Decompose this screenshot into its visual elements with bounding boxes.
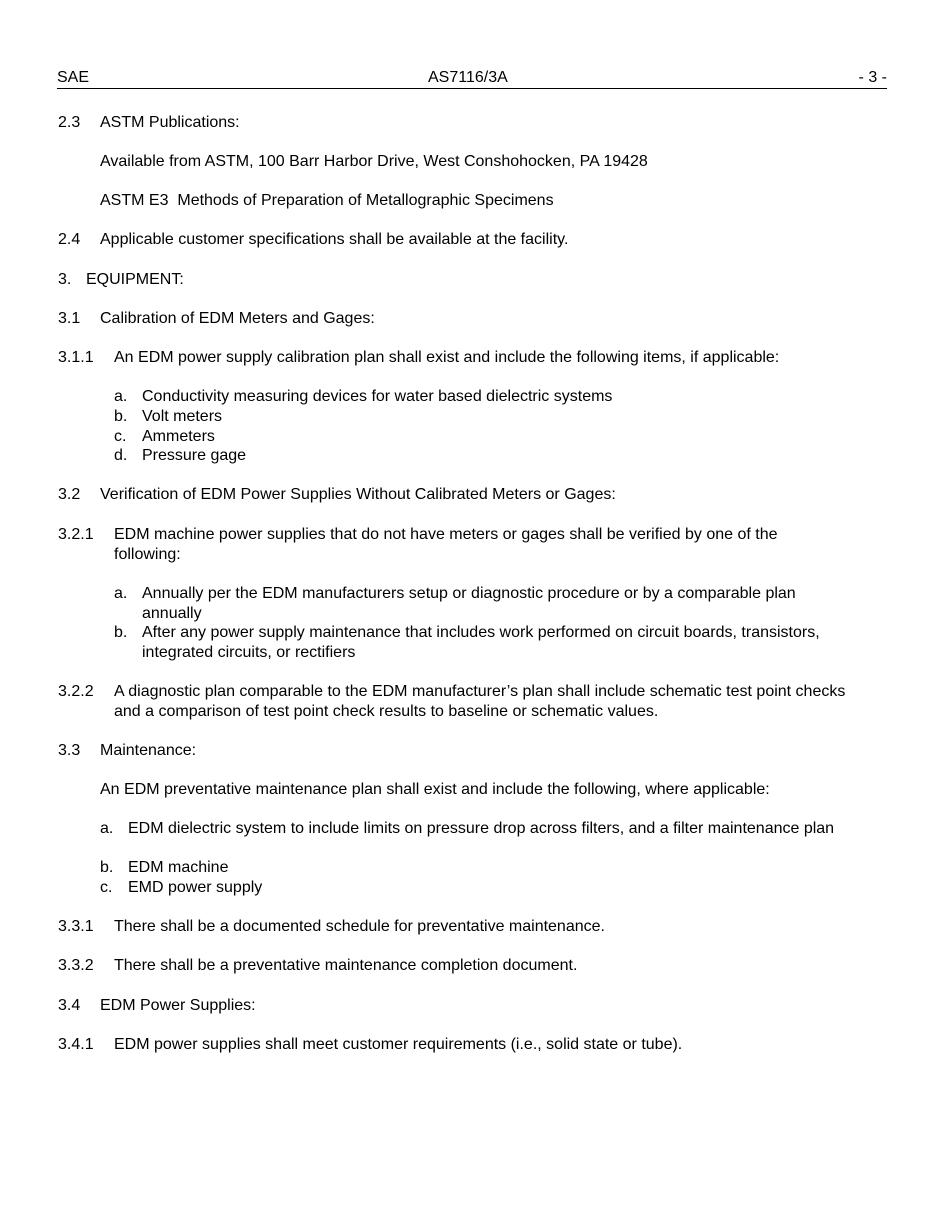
section-3-3-heading xyxy=(58,741,196,761)
section-number: 3.1.1 xyxy=(58,349,94,366)
section-title: ASTM Publications: xyxy=(100,114,240,131)
section-3-1-1 xyxy=(58,348,779,368)
maintenance-intro: An EDM preventative maintenance plan shall exist and include the following, where applicable: xyxy=(100,781,770,798)
page-header xyxy=(57,68,887,89)
astm-reference xyxy=(100,191,554,211)
section-3-2-2-text: A diagnostic plan comparable to the EDM manufacturer’s plan shall include schematic test point checks and a comparison of test point check results to baseline or schematic values. xyxy=(114,683,846,720)
reference-id: ASTM E3 xyxy=(100,192,169,209)
section-text: There shall be a documented schedule for preventative maintenance. xyxy=(114,918,605,935)
list-text: EDM dielectric system to include limits on pressure drop across filters, and a filter maintenance plan xyxy=(128,820,835,837)
header-org: SAE xyxy=(57,69,90,86)
section-text: EDM power supplies shall meet customer requirements (i.e., solid state or tube). xyxy=(114,1036,683,1053)
section-number: 3.2 xyxy=(58,486,81,503)
astm-availability: Available from ASTM, 100 Barr Harbor Drive, West Conshohocken, PA 19428 xyxy=(100,153,648,170)
section-number: 3.4.1 xyxy=(58,1036,94,1053)
section-title: EQUIPMENT: xyxy=(86,271,184,288)
section-text: An EDM power supply calibration plan shall exist and include the following items, if applicable: xyxy=(114,349,780,366)
section-3-2-1-text: EDM machine power supplies that do not have meters or gages shall be verified by one of the following: xyxy=(114,526,778,563)
list-marker: c. xyxy=(100,879,113,896)
section-3-2-2-number: 3.2.2 xyxy=(58,683,94,700)
section-3-4-1 xyxy=(58,1035,682,1055)
list-marker: a. xyxy=(114,585,128,602)
section-number: 3.1 xyxy=(58,310,81,327)
list-marker: b. xyxy=(114,408,128,425)
section-number: 3.3 xyxy=(58,742,81,759)
reference-title: Methods of Preparation of Metallographic Specimens xyxy=(177,192,554,209)
section-3-1-heading xyxy=(58,309,375,329)
section-number: 3.4 xyxy=(58,997,81,1014)
list-text: EMD power supply xyxy=(128,879,263,896)
list-marker: d. xyxy=(114,447,128,464)
section-number: 2.4 xyxy=(58,231,81,248)
list-text: After any power supply maintenance that includes work performed on circuit boards, transistors, integrated circuits, or rectifiers xyxy=(142,624,820,661)
list-text: Conductivity measuring devices for water based dielectric systems xyxy=(142,388,613,405)
list-text: Annually per the EDM manufacturers setup or diagnostic procedure or by a comparable plan annually xyxy=(142,585,796,622)
list-marker: a. xyxy=(100,820,114,837)
section-title: Calibration of EDM Meters and Gages: xyxy=(100,310,375,327)
section-number: 3. xyxy=(58,271,72,288)
section-text: Applicable customer specifications shall be available at the facility. xyxy=(100,231,569,248)
list-text: EDM machine xyxy=(128,859,229,876)
section-title: EDM Power Supplies: xyxy=(100,997,256,1014)
section-3-3-1 xyxy=(58,917,605,937)
list-marker: a. xyxy=(114,388,128,405)
list-marker: b. xyxy=(114,624,128,641)
header-page-number: - 3 - xyxy=(858,69,887,86)
list-text: Volt meters xyxy=(142,408,223,425)
section-3-3-2 xyxy=(58,956,577,976)
section-3-4-heading xyxy=(58,996,256,1016)
section-number: 2.3 xyxy=(58,114,81,131)
section-title: Maintenance: xyxy=(100,742,197,759)
section-3-2-heading xyxy=(58,485,616,505)
list-text: Ammeters xyxy=(142,428,215,445)
section-text: There shall be a preventative maintenance completion document. xyxy=(114,957,578,974)
list-marker: b. xyxy=(100,859,114,876)
section-3-2-1-number: 3.2.1 xyxy=(58,526,94,543)
list-text: Pressure gage xyxy=(142,447,247,464)
section-2-3-heading xyxy=(58,113,240,133)
section-number: 3.3.1 xyxy=(58,918,94,935)
section-2-4 xyxy=(58,230,568,250)
list-marker: c. xyxy=(114,428,127,445)
section-title: Verification of EDM Power Supplies Without Calibrated Meters or Gages: xyxy=(100,486,616,503)
section-number: 3.3.2 xyxy=(58,957,94,974)
section-3-heading xyxy=(58,270,184,290)
header-doc-id: AS7116/3A xyxy=(428,69,508,86)
